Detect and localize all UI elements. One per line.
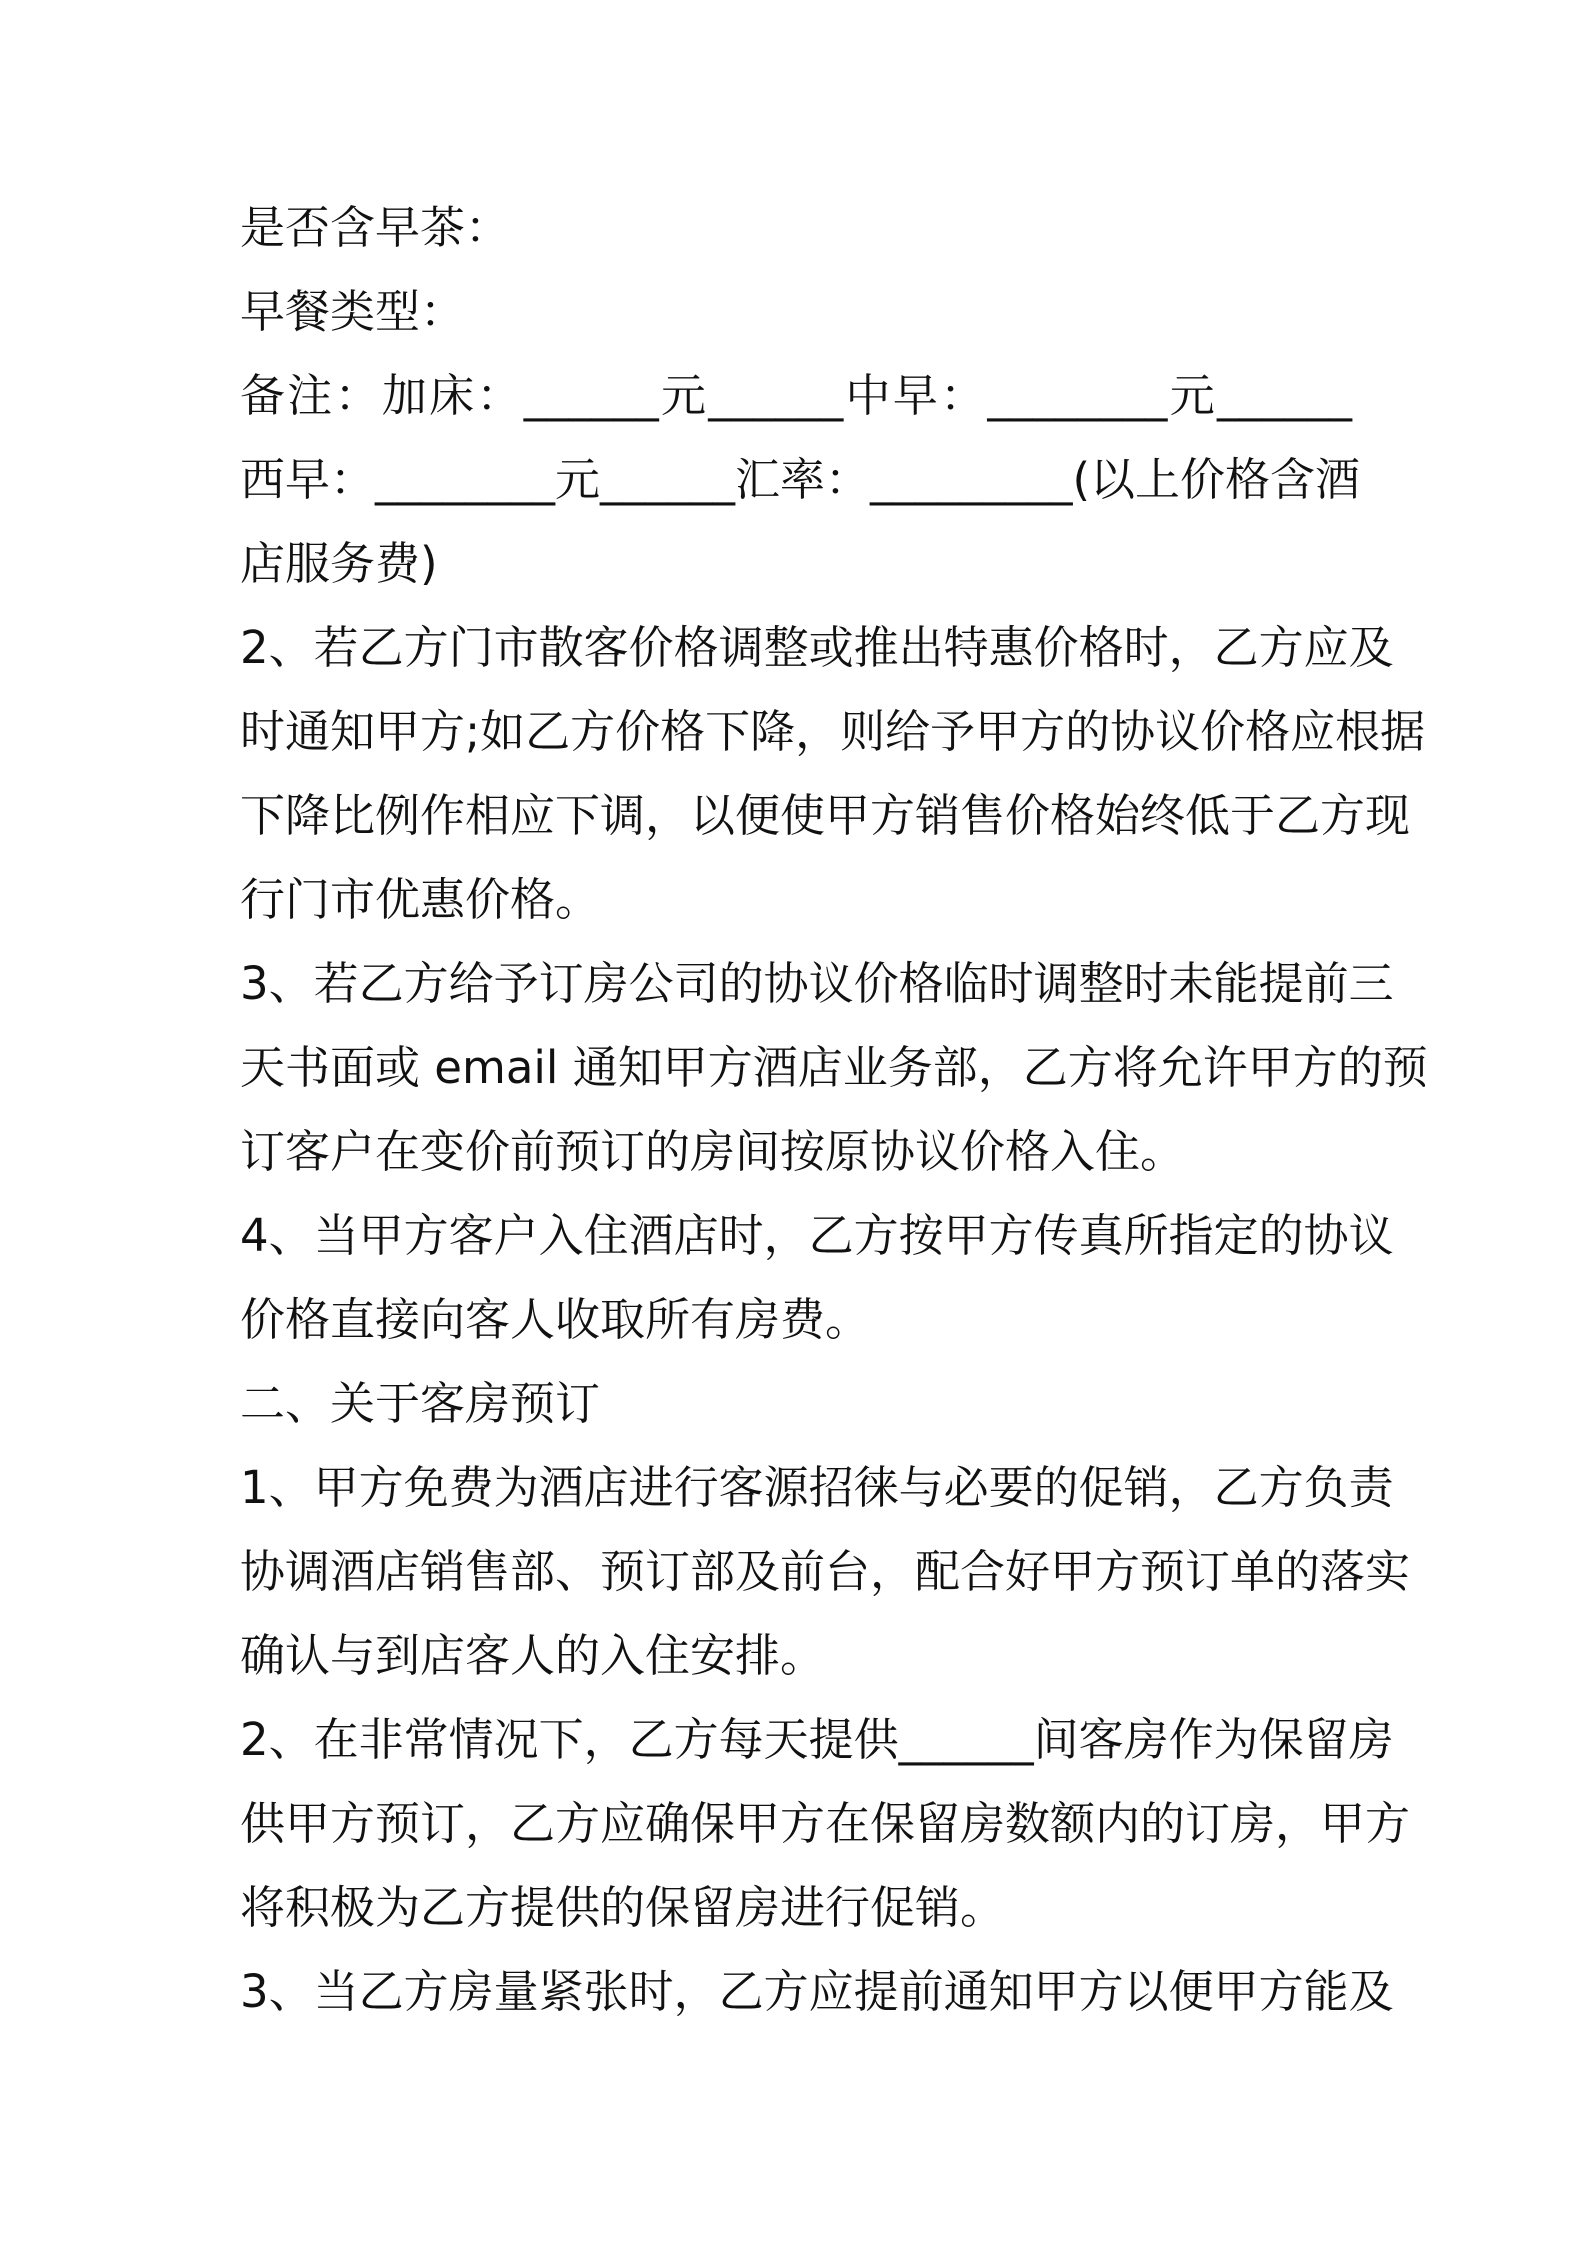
- text-line: 时通知甲方;如乙方价格下降，则给予甲方的协议价格应根据: [240, 705, 1426, 758]
- section-heading: 二、关于客房预订: [240, 1377, 601, 1430]
- text-line: 备注：加床：______元______中早：________元______: [240, 369, 1352, 422]
- text-line: 订客户在变价前预订的房间按原协议价格入住。: [240, 1125, 1186, 1178]
- text-line: 3、当乙方房量紧张时，乙方应提前通知甲方以便甲方能及: [240, 1965, 1394, 2018]
- text-line: 店服务费): [240, 537, 438, 590]
- text-line: 早餐类型：: [240, 285, 466, 338]
- text-line: 是否含早茶：: [240, 201, 511, 254]
- text-line: 协调酒店销售部、预订部及前台，配合好甲方预订单的落实: [240, 1545, 1411, 1598]
- text-line: 价格直接向客人收取所有房费。: [240, 1293, 871, 1346]
- text-line: 2、若乙方门市散客价格调整或推出特惠价格时，乙方应及: [240, 621, 1394, 674]
- text-line: 1、甲方免费为酒店进行客源招徕与必要的促销，乙方负责: [240, 1461, 1394, 1514]
- text-line: 行门市优惠价格。: [240, 873, 601, 926]
- text-line: 4、当甲方客户入住酒店时，乙方按甲方传真所指定的协议: [240, 1209, 1394, 1262]
- text-line: 下降比例作相应下调，以便使甲方销售价格始终低于乙方现: [240, 789, 1411, 842]
- text-line: 确认与到店客人的入住安排。: [240, 1629, 826, 1682]
- text-line: 供甲方预订，乙方应确保甲方在保留房数额内的订房，甲方: [240, 1797, 1411, 1850]
- text-line: 西早：________元______汇率：_________(以上价格含酒: [240, 453, 1361, 506]
- text-line: 3、若乙方给予订房公司的协议价格临时调整时未能提前三: [240, 957, 1394, 1010]
- text-line: 天书面或 email 通知甲方酒店业务部，乙方将允许甲方的预: [240, 1041, 1428, 1094]
- text-line: 2、在非常情况下，乙方每天提供______间客房作为保留房: [240, 1713, 1394, 1766]
- text-line: 将积极为乙方提供的保留房进行促销。: [240, 1881, 1006, 1934]
